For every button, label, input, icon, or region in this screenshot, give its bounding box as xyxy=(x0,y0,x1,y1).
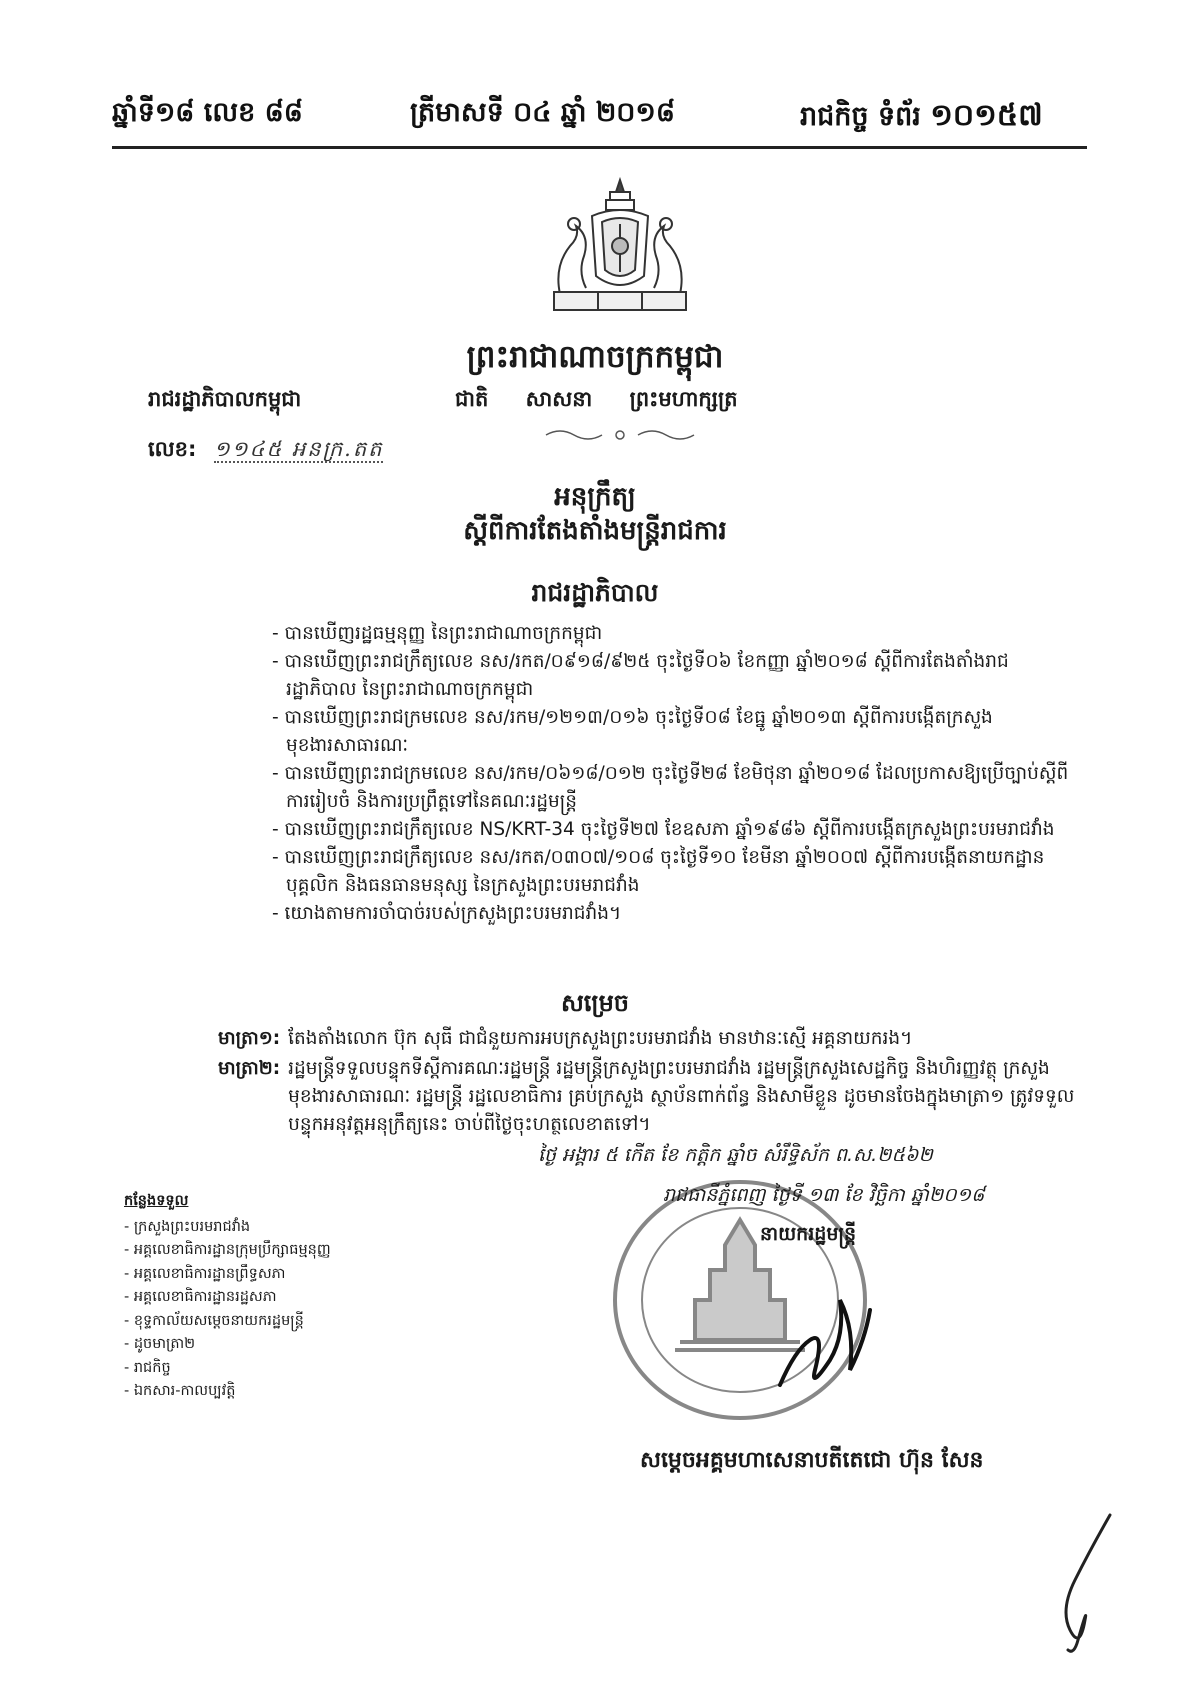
royal-coat-of-arms-icon xyxy=(540,176,700,321)
article-1 xyxy=(218,1025,1098,1053)
gazette-quarter: ត្រីមាសទី ០៤ ឆ្នាំ ២០១៨ xyxy=(410,97,675,128)
articles-list xyxy=(218,1025,1098,1141)
gazette-page-label: រាជកិច្ច ទំព័រ xyxy=(800,101,921,132)
article-2 xyxy=(218,1055,1098,1139)
recital-item: - យោងតាមការចាំបាច់របស់ក្រសួងព្រះបរមរាជវាំង។ xyxy=(272,903,622,924)
article-label: មាត្រា២: xyxy=(218,1058,281,1079)
kingdom-heading: ព្រះរាជាណាចក្រកម្ពុជា xyxy=(466,339,724,375)
recital-item: - បានឃើញព្រះរាជក្រមលេខ នស/រកម/០៦១៨/០១២ ចុះថ្ងៃទី២៨ ខែមិថុនា ឆ្នាំ២០១៨ ដែលប្រកាសឱ្យប្រើច្បាប់ស្តីពីការរៀបចំ និងការប្រព្រឹត្តទៅនៃគណៈរដ្ឋមន្ត្រី xyxy=(272,763,1069,812)
ornament-divider-icon xyxy=(540,427,700,443)
gazette-year-issue: ឆ្នាំទី១៨ លេខ ៨៨ xyxy=(112,97,303,128)
issuer-heading: រាជរដ្ឋាភិបាល xyxy=(531,578,659,607)
government-heading: រាជរដ្ឋាភិបាលកម្ពុជា xyxy=(148,387,302,411)
recital-item: - បានឃើញព្រះរាជក្រឹត្យលេខ នស/រកត/០៩១៨/៩២៥ ចុះថ្ងៃទី០៦ ខែកញ្ញា ឆ្នាំ២០១៨ ស្តីពីការតែងតាំងរាជរដ្ឋាភិបាល នៃព្រះរាជាណាចក្រកម្ពុជា xyxy=(272,651,1009,700)
signer-title: នាយករដ្ឋមន្ត្រី xyxy=(760,1223,857,1245)
recital-item: - បានឃើញរដ្ឋធម្មនុញ្ញ នៃព្រះរាជាណាចក្រកម្ពុជា xyxy=(272,623,603,644)
document-subject: ស្តីពីការតែងតាំងមន្ត្រីរាជការ xyxy=(463,516,727,546)
recipient-item: - រាជកិច្ច xyxy=(124,1359,171,1376)
document-type: អនុក្រឹត្យ xyxy=(554,482,636,512)
recital-item: - បានឃើញព្រះរាជក្រឹត្យលេខ នស/រកត/០៣០៧/១០៨ ចុះថ្ងៃទី១០ ខែមីនា ឆ្នាំ២០០៧ ស្តីពីការបង្កើតនាយកដ្ឋានបុគ្គលិក និងធនធានមនុស្ស នៃក្រសួងព្រះបរមរាជវាំង xyxy=(272,847,1045,896)
signer-name: សម្តេចអគ្គមហាសេនាបតីតេជោ ហ៊ុន សែន xyxy=(640,1448,984,1473)
lunar-date: ថ្ងៃ អង្គារ ៥ កើត ខែ កត្តិក ឆ្នាំច សំរឹទ្ធិស័ក ព.ស.២៥៦២ xyxy=(538,1144,933,1166)
reference-value: ១១៤៥ អនក្រ.តត xyxy=(213,437,384,461)
recipient-item: - ដូចមាត្រា២ xyxy=(124,1336,196,1352)
article-text: តែងតាំងលោក ប៊ុក សុធី ជាជំនួយការអបក្រសួងព្រះបរមរាជវាំង មានឋានៈស្មើ អគ្គនាយករង។ xyxy=(288,1028,913,1049)
gazette-page xyxy=(800,96,1043,140)
reference-number xyxy=(148,436,383,467)
recitals-list xyxy=(272,620,1072,928)
gazette-page-number: ១០១៥៧ xyxy=(930,98,1043,133)
recipients-list xyxy=(124,1190,331,1404)
reference-label: លេខ: xyxy=(148,437,197,461)
recipient-item: - ក្រសួងព្រះបរមរាជវាំង xyxy=(124,1218,251,1235)
handwritten-signature-icon xyxy=(770,1280,880,1400)
article-text: រដ្ឋមន្ត្រីទទួលបន្ទុកទីស្តីការគណៈរដ្ឋមន្ត្រី រដ្ឋមន្ត្រីក្រសួងព្រះបរមរាជវាំង រដ្ឋមន្ត្រីក្រសួងសេដ្ឋកិច្ច និងហិរញ្ញវត្ថុ ក្រសួងមុខងារសាធារណៈ រដ្ឋមន្ត្រី រដ្ឋលេខាធិការ គ្រប់ក្រសួង ស្ថាប័នពាក់ព័ន្ធ និងសាមីខ្លួន ដូចមានចែងក្នុងមាត្រា១ ត្រូវទទួលបន្ទុកអនុវត្តអនុក្រឹត្យនេះ ចាប់ពីថ្ងៃចុះហត្ថលេខាតទៅ។ xyxy=(288,1058,1075,1135)
place-and-date: រាជធានីភ្នំពេញ ថ្ងៃទី ១៣ ខែ វិច្ឆិកា ឆ្នាំ២០១៨ xyxy=(663,1184,985,1206)
recipient-item: - អគ្គលេខាធិការដ្ឋានរដ្ឋសភា xyxy=(124,1289,277,1305)
recipient-item: - ឯកសារ-កាលប្បវត្តិ xyxy=(124,1383,236,1399)
recipients-title: កន្លែងទទួល xyxy=(124,1193,189,1209)
article-label: មាត្រា១: xyxy=(218,1028,281,1049)
recipient-item: - ខុទ្ទកាល័យសម្តេចនាយករដ្ឋមន្ត្រី xyxy=(124,1312,304,1329)
recital-item: - បានឃើញព្រះរាជក្រមលេខ នស/រកម/១២១៣/០១៦ ចុះថ្ងៃទី០៨ ខែធ្នូ ឆ្នាំ២០១៣ ស្តីពីការបង្កើតក្រសួងមុខងារសាធារណៈ xyxy=(272,707,993,756)
decision-heading: សម្រេច xyxy=(560,989,630,1017)
recital-item: - បានឃើញព្រះរាជក្រឹត្យលេខ NS/KRT-34 ចុះថ្ងៃទី២៧ ខែឧសភា ឆ្នាំ១៩៨៦ ស្តីពីការបង្កើតក្រសួងព្រះបរមរាជវាំង xyxy=(272,819,1055,840)
recipient-item: - អគ្គលេខាធិការដ្ឋានក្រុមប្រឹក្សាធម្មនុញ្ញ xyxy=(124,1242,331,1258)
header-rule xyxy=(112,146,1087,149)
recipient-item: - អគ្គលេខាធិការដ្ឋានព្រឹទ្ធសភា xyxy=(124,1265,286,1282)
handwritten-initials-icon xyxy=(1040,1510,1120,1660)
national-motto: ជាតិ សាសនា ព្រះមហាក្សត្រ xyxy=(455,387,738,411)
